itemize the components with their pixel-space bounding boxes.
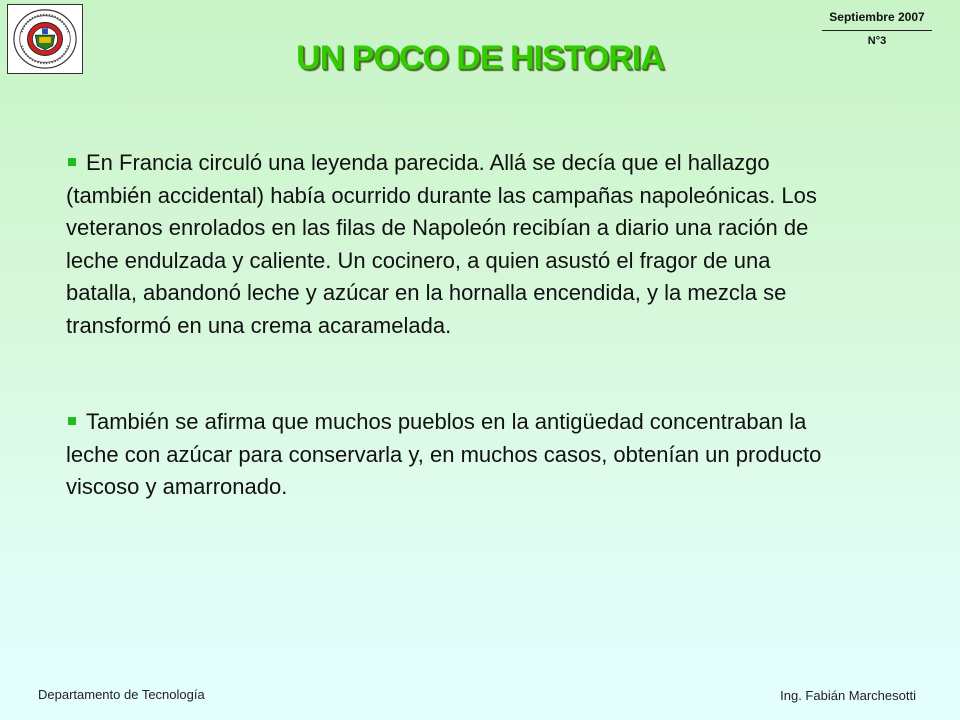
page-title: UN POCO DE HISTORIA — [296, 39, 664, 77]
square-bullet-icon — [68, 417, 76, 425]
date-label: Septiembre 2007 — [829, 10, 925, 24]
issue-number: N°3 — [867, 35, 887, 47]
bullet-item — [66, 406, 846, 504]
bullet-item — [66, 147, 846, 342]
date-divider — [822, 30, 932, 31]
slide-content — [66, 147, 846, 504]
date-block — [822, 10, 932, 47]
bullet-text: En Francia circuló una leyenda parecida. Allá se decía que el hallazgo (también accidental) había ocurrido durante las campañas napoleónicas. Los veteranos enrolados en las filas de Napoleón recibían a diario una ración de leche endulzada y caliente. Un cocinero, a quien asustó el fragor de una batalla, abandonó leche y azúcar en la hornalla encendida, y la mezcla se transformó en una crema acaramelada. — [66, 150, 817, 338]
footer-department: Departamento de Tecnología — [38, 687, 205, 702]
square-bullet-icon — [68, 158, 76, 166]
footer-author: Ing. Fabián Marchesotti — [780, 688, 916, 703]
bullet-text: También se afirma que muchos pueblos en la antigüedad concentraban la leche con azúcar para conservarla y, en muchos casos, obtenían un producto viscoso y amarronado. — [66, 409, 822, 499]
